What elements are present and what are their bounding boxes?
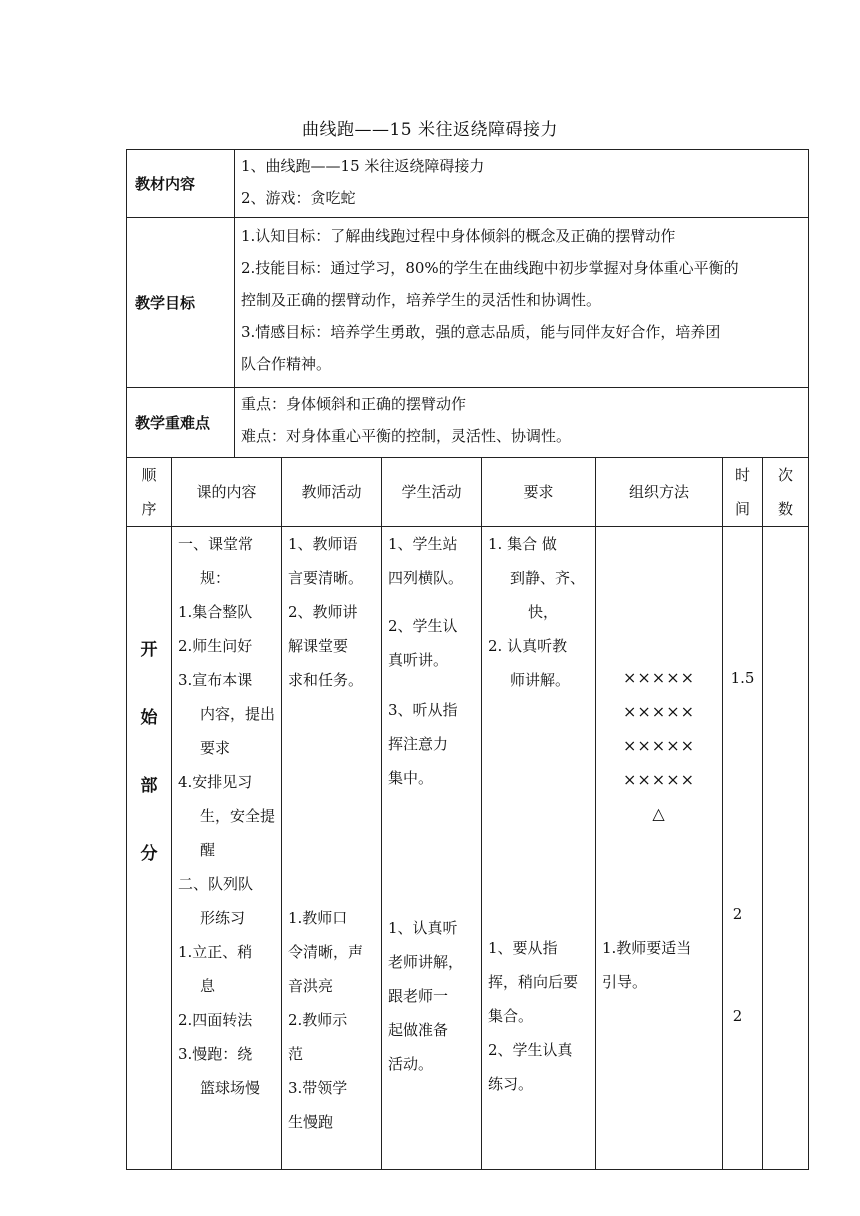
lesson-table — [126, 457, 809, 1170]
header-count: 次 数 — [763, 458, 809, 527]
page-title: 曲线跑——15 米往返绕障碍接力 — [301, 120, 559, 140]
student-block-a2: 2、学生认 真听讲。 — [388, 617, 458, 669]
goal-line: 控制及正确的摆臂动作，培养学生的灵活性和协调性。 — [241, 291, 602, 309]
organization-cell — [596, 527, 723, 1170]
content-block-drill: 二、队列队 形练习 1.立正、稍 息 2.四面转法 3.慢跑：绕 篮球场慢 — [178, 875, 261, 1097]
content-cell — [235, 150, 809, 218]
teacher-block-a: 1、教师语 言要清晰。 2、教师讲 解课堂要 求和任务。 — [288, 535, 364, 689]
teacher-marker: △ — [652, 804, 666, 823]
student-block-a3: 3、听从指 挥注意力 集中。 — [388, 701, 458, 787]
goal-line: 队合作精神。 — [241, 355, 332, 373]
header-student: 学生活动 — [382, 458, 482, 527]
goal-line: 3.情感目标：培养学生勇敢，强的意志品质，能与同伴友好合作，培养团 — [241, 323, 721, 341]
header-order: 顺 序 — [127, 458, 172, 527]
student-activity-cell — [382, 527, 482, 1170]
formation-diagram — [596, 661, 722, 831]
section-char: 始 — [140, 708, 158, 728]
student-block-a1: 1、学生站 四列横队。 — [388, 535, 464, 587]
time-value: 1.5 — [730, 669, 755, 687]
teacher-activity-cell — [282, 527, 382, 1170]
count-cell — [763, 527, 809, 1170]
content-line: 2、游戏：贪吃蛇 — [241, 189, 356, 207]
time-cell — [723, 527, 763, 1170]
section-char: 部 — [140, 776, 158, 796]
formation-row: ××××× — [622, 770, 696, 789]
content-block-routine: 一、课堂常 规： 1.集合整队 2.师生问好 3.宣布本课 内容，提出 要求 4.安排见习 生，安全提 醒 — [178, 535, 276, 859]
keypoint-line: 重点：身体倾斜和正确的摆臂动作 — [241, 395, 467, 413]
requirements-block-a: 1. 集合 做 到静、齐、 快， 2. 认真听教 师讲解。 — [488, 535, 586, 689]
header-requirements: 要求 — [482, 458, 596, 527]
keypoints-cell — [235, 388, 809, 458]
teacher-block-b: 1.教师口 令清晰，声 音洪亮 2.教师示 范 3.带领学 生慢跑 — [288, 909, 364, 1131]
header-organization: 组织方法 — [596, 458, 723, 527]
header-content: 课的内容 — [172, 458, 282, 527]
content-label: 教材内容 — [127, 150, 235, 218]
header-row — [127, 458, 809, 527]
section-char: 开 — [140, 640, 158, 660]
goals-label: 教学目标 — [127, 218, 235, 388]
content-row — [127, 150, 809, 218]
requirements-block-b: 1、要从指 挥，稍向后要 集合。 2、学生认真 练习。 — [488, 939, 579, 1093]
formation-row: ××××× — [622, 736, 696, 755]
time-value: 2 — [732, 1007, 743, 1025]
formation-row: ××××× — [622, 668, 696, 687]
organization-block-b: 1.教师要适当 引导。 — [602, 939, 692, 991]
goal-line: 1.认知目标：了解曲线跑过程中身体倾斜的概念及正确的摆臂动作 — [241, 227, 676, 245]
student-block-b: 1、认真听 老师讲解， 跟老师一 起做准备 活动。 — [388, 919, 464, 1073]
section-char: 分 — [140, 844, 158, 864]
goal-line: 2.技能目标：通过学习，80%的学生在曲线跑中初步掌握对身体重心平衡的 — [241, 259, 739, 277]
keypoints-label: 教学重难点 — [127, 388, 235, 458]
start-section-row — [127, 527, 809, 1170]
keypoints-row — [127, 388, 809, 458]
keypoint-line: 难点：对身体重心平衡的控制，灵活性、协调性。 — [241, 427, 572, 445]
header-time: 时 间 — [723, 458, 763, 527]
section-cell — [127, 527, 172, 1170]
lesson-content-cell — [172, 527, 282, 1170]
content-line: 1、曲线跑——15 米往返绕障碍接力 — [241, 157, 485, 175]
requirements-cell — [482, 527, 596, 1170]
info-table — [126, 149, 809, 458]
goals-cell — [235, 218, 809, 388]
formation-row: ××××× — [622, 702, 696, 721]
header-teacher: 教师活动 — [282, 458, 382, 527]
goals-row — [127, 218, 809, 388]
time-value: 2 — [732, 905, 743, 923]
